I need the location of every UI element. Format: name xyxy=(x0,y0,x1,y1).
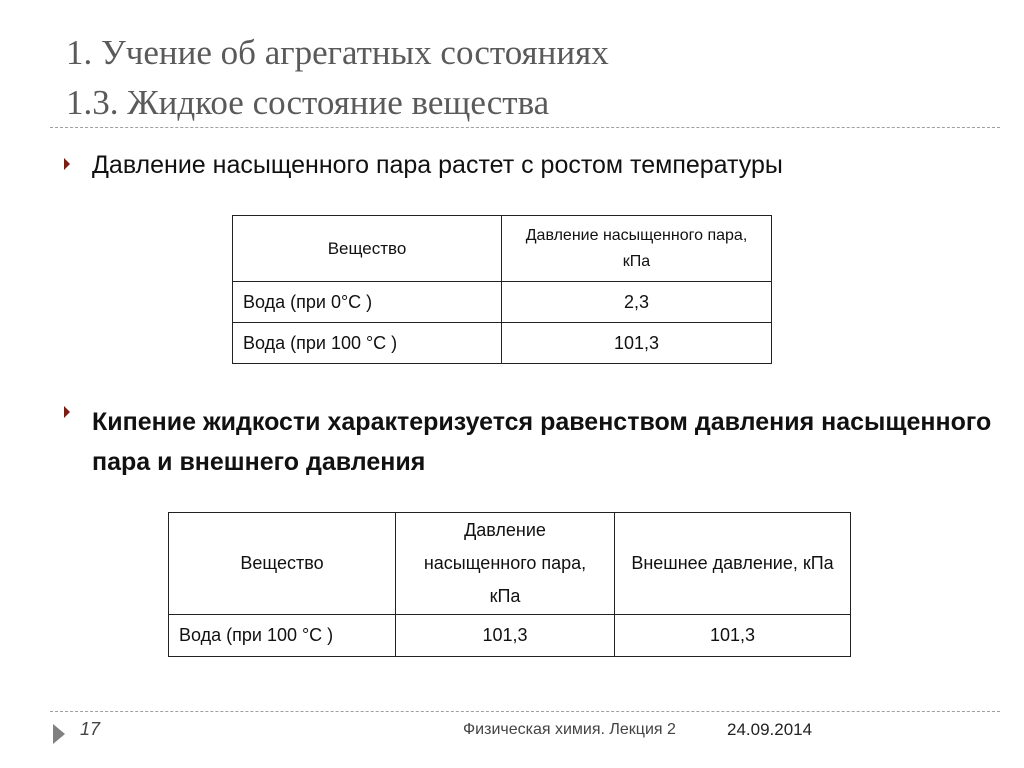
table-cell: Вода (при 0°С ) xyxy=(233,282,502,323)
footer-course: Физическая химия. Лекция 2 xyxy=(463,721,676,738)
footer-date: 24.09.2014 xyxy=(727,720,813,739)
title-line-1: 1. Учение об агрегатных состояниях xyxy=(66,33,609,72)
table-header-cell: Вещество xyxy=(169,513,396,615)
table-cell: Вода (при 100 °С ) xyxy=(233,323,502,364)
triangle-bullet-icon xyxy=(64,158,70,170)
table-header-cell: Давление насыщенного пара, кПа xyxy=(502,216,772,282)
triangle-nav-icon xyxy=(53,724,65,744)
table-cell: 101,3 xyxy=(502,323,772,364)
vapor-pressure-table xyxy=(232,215,772,364)
table-cell: 2,3 xyxy=(502,282,772,323)
page-number: 17 xyxy=(80,719,101,739)
table-row xyxy=(233,282,772,323)
table-cell: 101,3 xyxy=(615,615,851,657)
table-header-cell: Давление насыщенного пара, кПа xyxy=(396,513,615,615)
footer-divider xyxy=(50,711,1000,712)
table-row xyxy=(169,615,851,657)
table-row xyxy=(233,323,772,364)
bullet-text-2: Кипение жидкости характеризуется равенством давления насыщенного пара и внешнего давления xyxy=(92,408,992,476)
table-header-cell: Вещество xyxy=(233,216,502,282)
bullet-text-1: Давление насыщенного пара растет с ростом температуры xyxy=(92,151,783,179)
triangle-bullet-icon xyxy=(64,406,70,418)
table-header-cell: Внешнее давление, кПа xyxy=(615,513,851,615)
title-divider xyxy=(50,127,1000,128)
slide-title xyxy=(66,28,609,128)
table-header-row xyxy=(233,216,772,282)
table-cell: 101,3 xyxy=(396,615,615,657)
boiling-table xyxy=(168,512,851,657)
table-header-row xyxy=(169,513,851,615)
table-cell: Вода (при 100 °С ) xyxy=(169,615,396,657)
title-line-2: 1.3. Жидкое состояние вещества xyxy=(66,83,550,122)
